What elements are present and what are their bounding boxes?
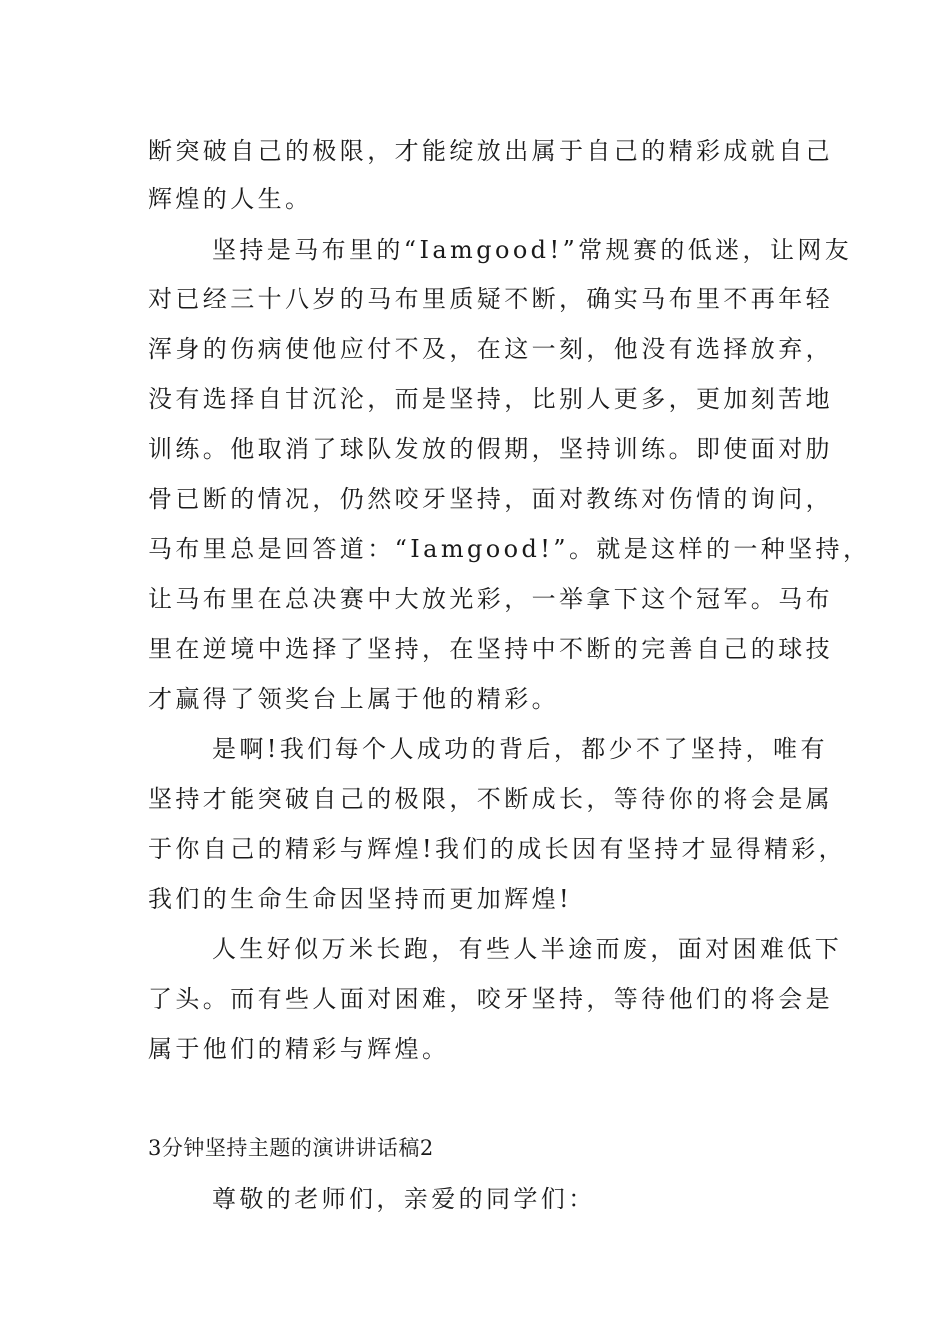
paragraph-line: 断突破自己的极限，才能绽放出属于自己的精彩成就自己 (148, 137, 833, 165)
paragraph-line: 里在逆境中选择了坚持，在坚持中不断的完善自己的球技 (148, 635, 833, 663)
paragraph-line: 坚持是马布里的“Iamgood!”常规赛的低迷，让网友 (212, 236, 853, 264)
paragraph-line: 浑身的伤病使他应付不及，在这一刻，他没有选择放弃， (148, 335, 833, 363)
paragraph-line: 让马布里在总决赛中大放光彩，一举拿下这个冠军。马布 (148, 585, 833, 613)
paragraph-line: 了头。而有些人面对困难，咬牙坚持，等待他们的将会是 (148, 985, 833, 1013)
paragraph-line: 马布里总是回答道：“Iamgood!”。就是这样的一种坚持， (148, 535, 871, 563)
paragraph-line: 是啊!我们每个人成功的背后，都少不了坚持，唯有 (212, 735, 828, 763)
paragraph-line: 坚持才能突破自己的极限，不断成长，等待你的将会是属 (148, 785, 833, 813)
paragraph-line: 才赢得了领奖台上属于他的精彩。 (148, 685, 559, 713)
paragraph-line: 骨已断的情况，仍然咬牙坚持，面对教练对伤情的询问， (148, 485, 833, 513)
paragraph-line: 辉煌的人生。 (148, 185, 313, 213)
paragraph-line: 于你自己的精彩与辉煌!我们的成长因有坚持才显得精彩， (148, 835, 847, 863)
paragraph-line: 我们的生命生命因坚持而更加辉煌! (148, 885, 573, 913)
section-heading: 3分钟坚持主题的演讲讲话稿2 (148, 1136, 434, 1160)
paragraph-line: 人生好似万米长跑，有些人半途而废，面对困难低下 (212, 935, 843, 963)
paragraph-line: 对已经三十八岁的马布里质疑不断，确实马布里不再年轻 (148, 285, 833, 313)
paragraph-line: 属于他们的精彩与辉煌。 (148, 1035, 450, 1063)
paragraph-line: 没有选择自甘沉沦，而是坚持，比别人更多，更加刻苦地 (148, 385, 833, 413)
salutation-line: 尊敬的老师们，亲爱的同学们： (212, 1185, 596, 1213)
paragraph-line: 训练。他取消了球队发放的假期，坚持训练。即使面对肋 (148, 435, 833, 463)
